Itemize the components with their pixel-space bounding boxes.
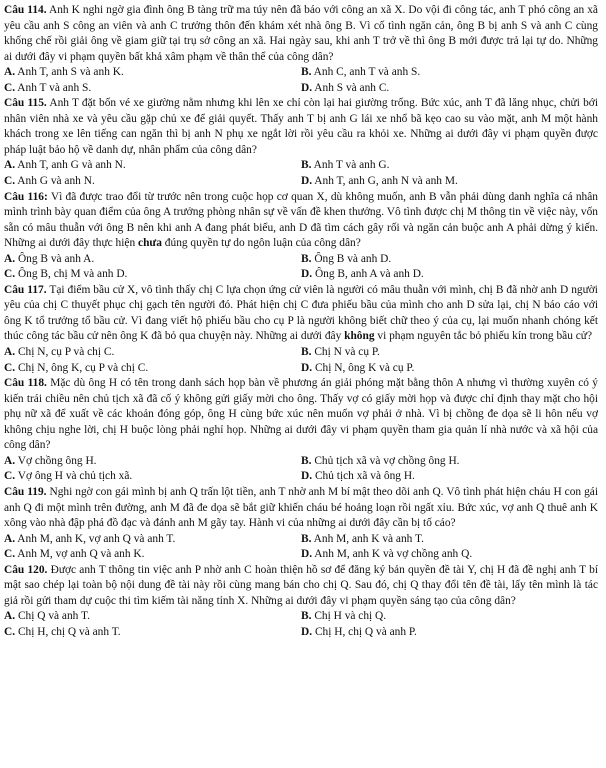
question-body-end: đúng quyền tự do ngôn luận của công dân? bbox=[164, 237, 361, 250]
question-body: Tại điểm bầu cử X, vô tình thấy chị C lựa chọn ứng cử viên là người có mâu thuẫn với mình, chị B đã nhờ anh D người yêu của chị C thuyết phục chị gạch tên người đó. Phát hiện chị C đưa phiếu bầu của mình cho anh D sửa lại, chị N báo cáo với ông K tổ trưởng tổ bầu cử. Vì đang viết hộ phiếu bầu cho cụ P là người không biết chữ theo ý của cụ, lại muốn nhanh chóng kết thúc công tác bầu cử nên ông K đã bỏ qua chuyện này. Những ai dưới đây bbox=[4, 283, 598, 343]
question-116 bbox=[4, 190, 598, 283]
option-c[interactable] bbox=[4, 81, 301, 97]
option-key: A. bbox=[4, 346, 16, 359]
option-key: C. bbox=[4, 175, 16, 188]
option-text: Vợ ông H và chủ tịch xã. bbox=[17, 470, 133, 483]
question-body-end: vi phạm nguyên tắc bỏ phiếu kín trong bầu cử? bbox=[377, 330, 593, 343]
option-text: Chủ tịch xã và ông H. bbox=[314, 470, 415, 483]
option-b[interactable] bbox=[301, 532, 598, 548]
option-text: Anh T, anh G, anh N và anh M. bbox=[314, 175, 458, 188]
option-key: B. bbox=[301, 532, 312, 545]
option-text: Chị H, chị Q và anh P. bbox=[314, 625, 417, 638]
option-key: A. bbox=[4, 610, 16, 623]
option-key: C. bbox=[4, 81, 16, 94]
option-d[interactable] bbox=[301, 361, 598, 377]
question-text bbox=[4, 563, 598, 610]
option-key: C. bbox=[4, 470, 16, 483]
question-number: Câu 116: bbox=[4, 190, 48, 203]
option-text: Ông B và anh A. bbox=[17, 252, 95, 265]
option-d[interactable] bbox=[301, 174, 598, 190]
answer-options bbox=[4, 609, 598, 640]
option-text: Chị N, cụ P và chị C. bbox=[17, 346, 115, 359]
option-key: B. bbox=[301, 454, 312, 467]
option-key: A. bbox=[4, 532, 16, 545]
option-b[interactable] bbox=[301, 609, 598, 625]
option-c[interactable] bbox=[4, 547, 301, 563]
option-key: B. bbox=[301, 610, 312, 623]
answer-options bbox=[4, 454, 598, 485]
question-number: Câu 117. bbox=[4, 283, 47, 296]
option-c[interactable] bbox=[4, 361, 301, 377]
question-body: Được anh T thông tin việc anh P nhờ anh C hoàn thiện hồ sơ để đăng ký bản quyền đề tài Y, chị H đã đề nghị anh T bí mật sao chép lại toàn bộ nội dung đề tài này rồi cùng mang bán cho chị Q. Sau đó, chị Q thay đổi tên đề tài, lấy tên mình là tác giả rồi gửi tham dự cuộc thi tìm kiếm tài năng tỉnh X. Những ai dưới đây vi phạm quyền sáng tạo của công dân? bbox=[4, 563, 598, 607]
option-key: B. bbox=[301, 66, 312, 79]
option-key: D. bbox=[301, 268, 313, 281]
option-key: D. bbox=[301, 175, 313, 188]
option-a[interactable] bbox=[4, 609, 301, 625]
question-number: Câu 119. bbox=[4, 485, 47, 498]
option-b[interactable] bbox=[301, 65, 598, 81]
option-text: Chị N, ông K và cụ P. bbox=[314, 361, 415, 374]
question-text bbox=[4, 283, 598, 345]
question-118 bbox=[4, 376, 598, 485]
option-key: A. bbox=[4, 159, 16, 172]
option-text: Chị H và chị Q. bbox=[314, 610, 387, 623]
option-key: B. bbox=[301, 252, 312, 265]
question-body: Nghi ngờ con gái mình bị anh Q trấn lột tiền, anh T nhờ anh M bí mật theo dõi anh Q. Vô tình phát hiện cháu H con gái anh Q đi một mình trên đường, anh M đã đe dọa sẽ bắt giữ khiến cháu bé hoảng loạn rồi ngất xỉu. Bức xúc, vợ anh Q thuê anh K xông vào nhà đập phá đồ đạc và đánh anh M gãy tay. Hành vi của những ai dưới đây cần bị tố cáo? bbox=[4, 485, 598, 530]
option-b[interactable] bbox=[301, 252, 598, 268]
option-text: Vợ chồng ông H. bbox=[17, 454, 97, 467]
option-key: D. bbox=[301, 81, 313, 94]
answer-options bbox=[4, 65, 598, 96]
question-text bbox=[4, 376, 598, 454]
option-a[interactable] bbox=[4, 252, 301, 268]
question-number: Câu 115. bbox=[4, 97, 47, 110]
option-text: Anh G và anh N. bbox=[17, 175, 95, 188]
option-text: Anh T và anh S. bbox=[17, 81, 92, 94]
option-key: A. bbox=[4, 66, 16, 79]
option-text: Anh M, anh K và anh T. bbox=[313, 532, 424, 545]
question-114 bbox=[4, 3, 598, 96]
question-number: Câu 120. bbox=[4, 563, 48, 576]
option-d[interactable] bbox=[301, 267, 598, 283]
option-text: Chị N, ông K, cụ P và chị C. bbox=[17, 361, 149, 374]
question-115 bbox=[4, 96, 598, 189]
option-text: Ông B và anh D. bbox=[314, 252, 392, 265]
option-text: Chủ tịch xã và vợ chồng ông H. bbox=[314, 454, 460, 467]
option-b[interactable] bbox=[301, 158, 598, 174]
option-text: Anh M, anh K và vợ chồng anh Q. bbox=[314, 548, 473, 561]
question-120 bbox=[4, 563, 598, 641]
question-text bbox=[4, 3, 598, 65]
option-c[interactable] bbox=[4, 267, 301, 283]
option-key: D. bbox=[301, 548, 313, 561]
emphasized-word: chưa bbox=[138, 237, 162, 250]
question-117 bbox=[4, 283, 598, 376]
option-text: Anh T, anh S và anh K. bbox=[17, 66, 124, 79]
option-key: A. bbox=[4, 252, 16, 265]
option-text: Ông B, chị M và anh D. bbox=[17, 268, 128, 281]
option-text: Anh T và anh G. bbox=[313, 159, 390, 172]
option-text: Chị N và cụ P. bbox=[314, 346, 380, 359]
option-a[interactable] bbox=[4, 532, 301, 548]
option-text: Anh T, anh G và anh N. bbox=[17, 159, 126, 172]
question-119 bbox=[4, 485, 598, 563]
question-body: Mặc dù ông H có tên trong danh sách họp bàn về phương án giải phóng mặt bằng thôn A nhưng vì thường xuyên có ý kiến trái chiều nên chủ tịch xã đã cố ý không gửi giấy mời cho ông. Thấy vợ có giấy mời họp và được chỉ định thay mặt cho hội phụ nữ xã để xuất về các khoản đóng góp, ông H cùng bức xúc nên muốn vợ phải ở nhà. Vì bị chồng đe dọa sẽ li hôn nếu vợ không chịu nghe lời, chị H buộc lòng phải nghỉ họp. Những ai dưới đây vi phạm quyền tham gia quản lí nhà nước và xã hội của công dân? bbox=[4, 377, 598, 452]
answer-options bbox=[4, 532, 598, 563]
question-text bbox=[4, 485, 598, 532]
question-body: Vì đã được trao đổi từ trước nên trong cuộc họp cơ quan X, dù không muốn, anh B vẫn phải dùng danh nghĩa cá nhân mình trình bày quan điểm của ông A trưởng phòng nhân sự về vấn đề khen thưởng. Vô tình được chị M thông tin về việc này, vốn sẵn có mâu thuẫn với ông B nên khi anh A đang phát biểu, anh D đã tìm cách gây rối và ngăn cản buộc anh A phải dừng ý kiến. Những ai dưới đây thực hiện bbox=[4, 190, 598, 250]
option-b[interactable] bbox=[301, 345, 598, 361]
option-c[interactable] bbox=[4, 625, 301, 641]
option-d[interactable] bbox=[301, 469, 598, 485]
option-c[interactable] bbox=[4, 174, 301, 190]
option-c[interactable] bbox=[4, 469, 301, 485]
question-number: Câu 118. bbox=[4, 377, 47, 390]
question-text bbox=[4, 96, 598, 158]
option-d[interactable] bbox=[301, 81, 598, 97]
option-a[interactable] bbox=[4, 158, 301, 174]
option-text: Chị Q và anh T. bbox=[17, 610, 90, 623]
option-d[interactable] bbox=[301, 547, 598, 563]
option-text: Ông B, anh A và anh D. bbox=[314, 268, 424, 281]
option-text: Anh S và anh C. bbox=[314, 81, 390, 94]
option-a[interactable] bbox=[4, 454, 301, 470]
option-key: C. bbox=[4, 548, 16, 561]
question-text bbox=[4, 190, 598, 252]
question-body: Anh K nghi ngờ gia đình ông B tàng trữ ma túy nên đã báo với công an xã X. Do vội đi công tác, anh T phó công an xã yêu cầu anh S công an viên và anh C trưởng thôn đến khám xét nhà ông B. Vì cố tình ngăn cản, ông B bị anh S và anh C cùng khống chế rồi giải ông về giam giữ tại trụ sở công an xã. Hai ngày sau, khi anh T trở về thì ông B mới được trả lại tự do. Những ai dưới đây vi phạm quyền bất khả xâm phạm về thân thể của công dân? bbox=[4, 4, 598, 63]
option-text: Chị H, chị Q và anh T. bbox=[17, 625, 121, 638]
option-text: Anh C, anh T và anh S. bbox=[313, 66, 421, 79]
option-key: B. bbox=[301, 159, 312, 172]
option-text: Anh M, anh K, vợ anh Q và anh T. bbox=[17, 532, 176, 545]
option-a[interactable] bbox=[4, 345, 301, 361]
option-key: D. bbox=[301, 625, 313, 638]
option-b[interactable] bbox=[301, 454, 598, 470]
option-key: C. bbox=[4, 625, 16, 638]
option-d[interactable] bbox=[301, 625, 598, 641]
option-key: C. bbox=[4, 361, 16, 374]
option-key: D. bbox=[301, 470, 313, 483]
option-key: C. bbox=[4, 268, 16, 281]
answer-options bbox=[4, 158, 598, 189]
option-key: B. bbox=[301, 346, 312, 359]
emphasized-word: không bbox=[344, 330, 375, 343]
option-key: D. bbox=[301, 361, 313, 374]
option-text: Anh M, vợ anh Q và anh K. bbox=[17, 548, 145, 561]
answer-options bbox=[4, 252, 598, 283]
question-body: Anh T đặt bốn vé xe giường nằm nhưng khi lên xe chỉ còn lại hai giường trống. Bức xúc, anh T đã lăng nhục, chửi bới nhân viên nhà xe và yêu cầu gặp chủ xe để giải quyết. Thấy anh T bị anh G lái xe nhổ bã kẹo cao su vào mặt, anh M một hành khách trong xe lên tiếng can ngăn thì bị anh N phụ xe ngắt lời rồi yêu cầu ra khỏi xe. Những ai dưới đây vi phạm quyền được pháp luật bảo hộ về danh dự, nhân phẩm của công dân? bbox=[4, 97, 598, 156]
option-a[interactable] bbox=[4, 65, 301, 81]
question-number: Câu 114. bbox=[4, 4, 47, 16]
answer-options bbox=[4, 345, 598, 376]
option-key: A. bbox=[4, 454, 16, 467]
